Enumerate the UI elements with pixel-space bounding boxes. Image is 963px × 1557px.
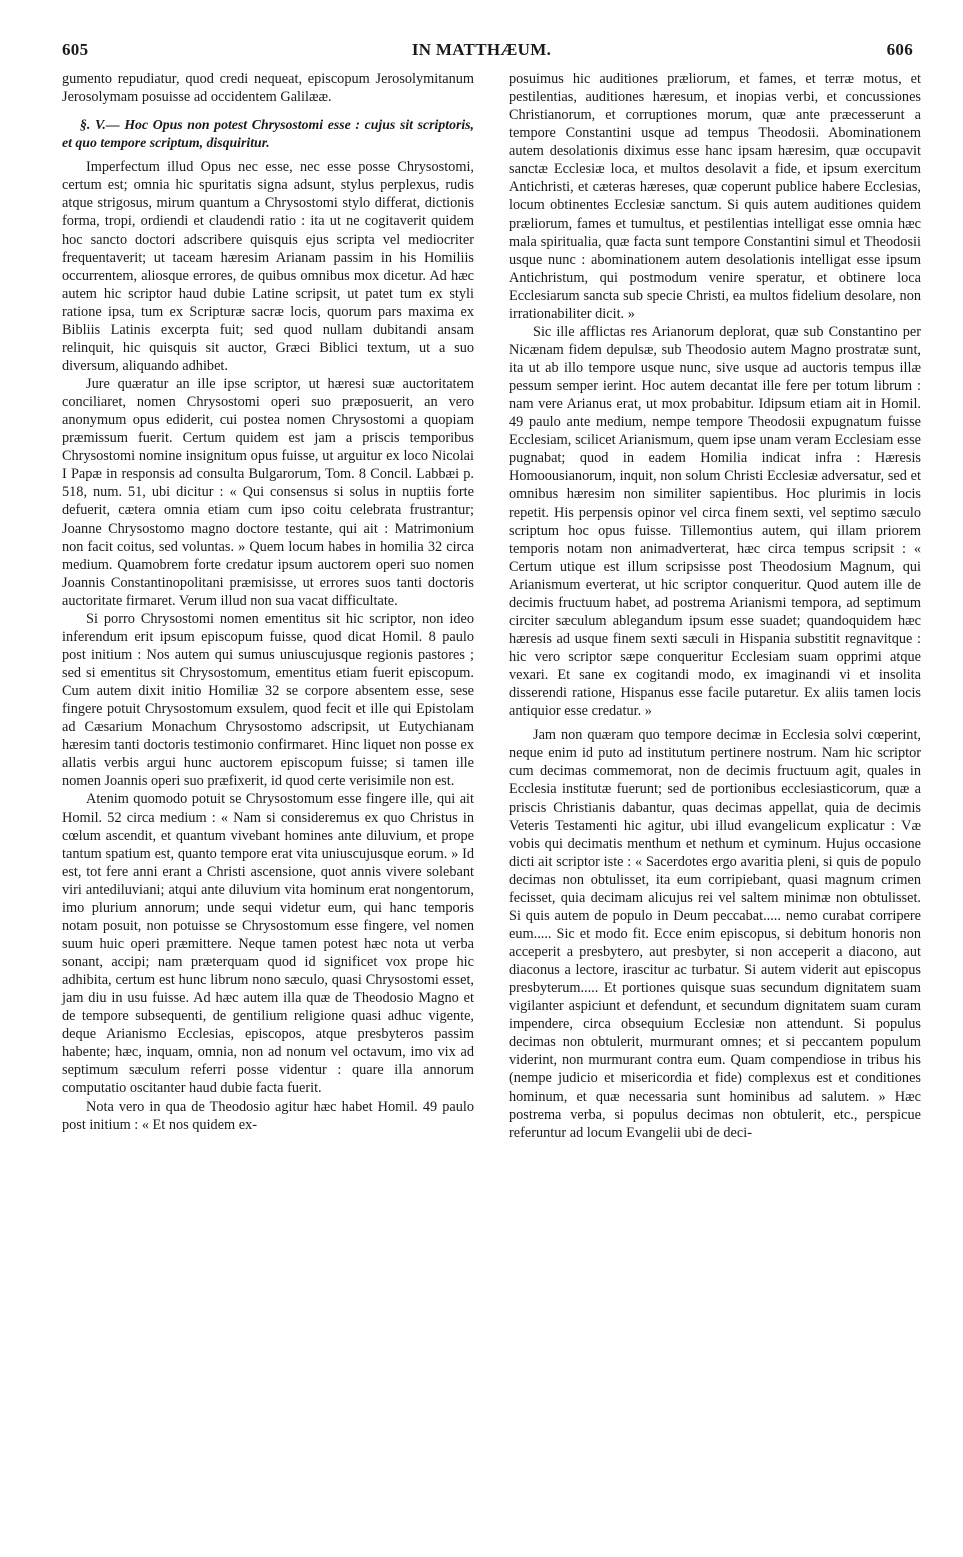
- paragraph: Imperfectum illud Opus nec esse, nec esse posse Chrysostomi, certum est; omnia hic spuritatis signa adsunt, stylus perplexus, rudis atque strigosus, mirum quantum a Chrysostomi stylo differat, dictionis forma, tropi, ordiendi et claudendi ratio : ita ut ne cogitaverit quidem hoc sancto doctori adscribere quisquis ejus scripta vel mediocriter frequentaverit; ut taceam hæresim Arianam passim in his Homiliis occurrentem, aliosque errores, de quibus omnibus mox dicetur. Ad hæc autem hic scriptor haud dubie Latine scripsit, ut patet tum ex styli ratione ipsa, tum ex Scripturæ sacræ locis, quorum pars maxima ex Bibliis Latinis excerpta fuit; sed quod nullam dubitandi ansam relinquit, hic quisquis sit auctor, Græci Biblici textum, ut a suo diversum, aliquando adhibet.: [62, 159, 474, 374]
- page-number-left: 605: [62, 40, 89, 59]
- right-column: [509, 70, 921, 1142]
- paragraph: posuimus hic auditiones præliorum, et fames, et terræ motus, et pestilentias, auditiones hæresum, et inopias verbi, et concussiones Christianorum, et corruptiones morum, quæ ante præcesserunt a tempore Constantini usque ad tempus Theodosii. Abominationem autem desolationis diximus esse hanc ipsam hæresim, quæ occupavit sanctæ Ecclesiæ loca, et multos desolavit a fide, et ipsum exercitum Antichristi, et cæteras hæreses, quæ coperunt publice habere Ecclesias, locum obtinentes Ecclesiæ sanctum. Si quis autem auditiones quidem præliorum, fames et tumultus, et pestilentias intelligat esse omnia hæc mala spiritualia, quæ facta sunt tempore Constantini simul et Theodosii usque nunc : abominationem autem desolationis intelligat esse ipsum Antichristum, qui postmodum venire speratur, et obtinere loca Ecclesiarum sancta sub specie Christi, ea multos fidelium desolare, non irrationabiliter dicit. »: [509, 71, 921, 322]
- running-title: IN MATTHÆUM.: [411, 40, 552, 59]
- paragraph: Jure quæratur an ille ipse scriptor, ut hæresi suæ auctoritatem conciliaret, nomen Chrysostomi operi suo præposuerit, an vero anonymum opus ediderit, cui postea nomen Chrysostomi a quopiam præmissum fuerit. Certum quidem est jam a priscis temporibus Chrysostomi nomine insignitum opus fuisse, ut arguitur ex loco Nicolai I Papæ in responsis ad consulta Bulgarorum, Tom. 8 Concil. Labbæi p. 518, num. 51, ubi dicitur : « Qui consensus si solus in nuptiis forte defuerit, cætera omnia etiam cum ipso coitu celebrata frustrantur; Joanne Chrysostomo magno doctore testante, qui ait : Matrimonium non facit coitus, sed voluntas. » Quem locum habes in homilia 32 circa medium. Quamobrem forte credatur ipsum auctorem operi suo nomen Joannis Constantinopolitani præmisisse, ut errores suos tanti doctoris auctoritate firmaret. Verum illud non sua vacat difficultate.: [62, 376, 474, 609]
- section-heading: §. V.— Hoc Opus non potest Chrysostomi esse : cujus sit scriptoris, et quo tempore scriptum, disquiritur.: [62, 117, 474, 151]
- paragraph: Sic ille afflictas res Arianorum deplorat, quæ sub Constantino per Nicænam fidem depulsæ, sub Theodosio autem Magno prostratæ sunt, ita ut ab illo tempore usque nunc, sive usque ad auctoris tempus illæ pessum semper ierint. Hoc autem decantat ille fere per totum librum : nam vere Arianus erat, ut mox probabitur. Idipsum etiam ait in Homil. 49 paulo ante medium, nempe tempore Theodosii expugnatum fuisse Ecclesiam, scilicet Arianismum, quem ipse unam veram Ecclesiam esse pugnabat; quod in eadem Homilia indicat infra : Hæresis Homoousianorum, inquit, non solum Christi Ecclesiæ adversatur, sed et omnibus hæresim non similiter sapientibus. Hoc plurimis in locis repetit. His perpensis opinor vel circa finem sexti, vel septimo sæculo scriptum hoc opus fuisse. Tillemontius autem, qui illam priorem temporis notam non animadverterat, hæc circa tempus scripsit : « Certum utique est illum scripsisse post Theodosium Magnum, qui Arianismum everterat, ut hic scriptor conqueritur. Quod autem ille de decimis fructuum habet, ad postrema Arianismi tempora, ad septimum circiter sæculum ablegandum ipsum esse suadet; quandoquidem hæc hæresis ad usque finem sexti sæculi in Hispania substitit regnavitque : hic vero scriptor sæpe conqueritur Ecclesiam suam opprimi atque vexari. Et sane ex cogitandi modo, ex imaginandi vi et insolita disserendi ratione, Hispanus esse facile putaretur. Ex aliis tamen locis antiquior esse credatur. »: [509, 323, 921, 720]
- paragraph: Atenim quomodo potuit se Chrysostomum esse fingere ille, qui ait Homil. 52 circa medium : « Nam si consideremus ex quo Christus in cœlum ascendit, et quantum vivebant homines ante diluvium, et prope tantum spatium est, quanto tempore erat vita uniuscujusque eorum. » Id est, tot fere anni erant a Christi ascensione, quot annis vivere solebant viri antediluviani; atqui ante diluvium vita hominum erat nongentorum, imo plurium annorum; unde sequi videtur eum, qui hanc temporis notam posuit, non potuisse se Chrysostomum esse fingere, vel nomen suum huic operi præmittere. Neque tamen potest hæc nota ut verba sonant, accipi; nam præterquam quod id significet vox prope hic adhibita, certum est hunc librum nono sæculo, quasi Chrysostomi esset, jam diu in usu fuisse. Ad hæc autem illa quæ de Theodosio Magno et de tempore subsequenti, de gentilium religione quasi adhuc vigente, deque Arianismo Ecclesias, episcopos, atque presbyteros passim habente; hæc, inquam, omnia, non ad nonum vel octavum, imo vix ad septimum sæculum referri posse videntur : quare illa annorum computatio oscitanter haud dubie facta fuerit.: [62, 791, 474, 1097]
- paragraph: Jam non quæram quo tempore decimæ in Ecclesia solvi cœperint, neque enim id puto ad institutum pertinere nostrum. Nam hic scriptor cum decimas commemorat, non de decimis fructuum agit, quales in Ecclesia institutæ fuerunt; sed de portionibus ecclesiasticorum, quæ a priscis Christianis dabantur, quas decimas appellat, quia de decimis Veteris Testamenti hic agitur, ubi illud evangelicum explicatur : Væ vobis qui decimatis menthum et nethum et cyminum. Hujus occasione dicti ait scriptor iste : « Sacerdotes ergo avaritia pleni, si quis de populo decimas non obtulisset, ita eum corripiebant, quasi magnum crimen fecisset, quia decimam alicujus rei vel saltem minimæ non obtulisset. Si quis autem de populo in Deum peccabat..... nemo curabat corripere eum..... Sic et modo fit. Ecce enim episcopus, si debitum honoris non acceperit a presbytero, aut presbyter, si non acceperit a diacono, aut diaconus a lectore, irascitur ac turbatur. Si autem viderit aut episcopus presbyterum..... Et portiones quisque suas secundum dignitatem suam vigilanter aspiciunt et defendunt, et secundum dignitatem suam curam impendere, circa obsequium Ecclesiæ non attendunt. Si populus decimas non obtulerit, murmurant omnes; et si peccantem populum viderint, non murmurant contra eum. Quam compendiose in tribus his (nempe judicio et misericordia et fide) complexus est et conditiones hominum, et quæ necessaria sunt hominibus ad salutem. » Hæc postrema verba, si populus decimas non obtulerit, etc., perspicue referuntur ad locum Evangelii ubi de deci-: [509, 727, 921, 1141]
- left-column: [62, 70, 474, 1134]
- paragraph: Nota vero in qua de Theodosio agitur hæc habet Homil. 49 paulo post initium : « Et nos quidem ex-: [62, 1098, 474, 1133]
- page-number-right: 606: [886, 40, 913, 59]
- paragraph: Si porro Chrysostomi nomen ementitus sit hic scriptor, non ideo inferendum erit ipsum episcopum fuisse, quod dicat Homil. 8 paulo post initium : Nos autem qui sumus uniuscujusque regionis pastores ; sed si ementitus sit Chrysostomum, ementitus etiam fuerit episcopum. Cum autem dixit initio Homiliæ 32 se corpore absentem esse, sese fingere potuit Chrysostomum exsulem, quod fecit et ille qui Epistolam ad Cæsarium Monachum Chrysostomo adscripsit, ut Eutychianam hæresim tanti doctoris testimonio confirmaret. Hinc liquet non posse ex allatis verbis argui hunc auctorem episcopum fuisse; si tamen ille nomen Joannis operi suo præfixerit, id quod certe verisimile non est.: [62, 610, 474, 790]
- paragraph: gumento repudiatur, quod credi nequeat, episcopum Jerosolymitanum Jerosolymam posuisse ad occidentem Galilææ.: [62, 71, 474, 106]
